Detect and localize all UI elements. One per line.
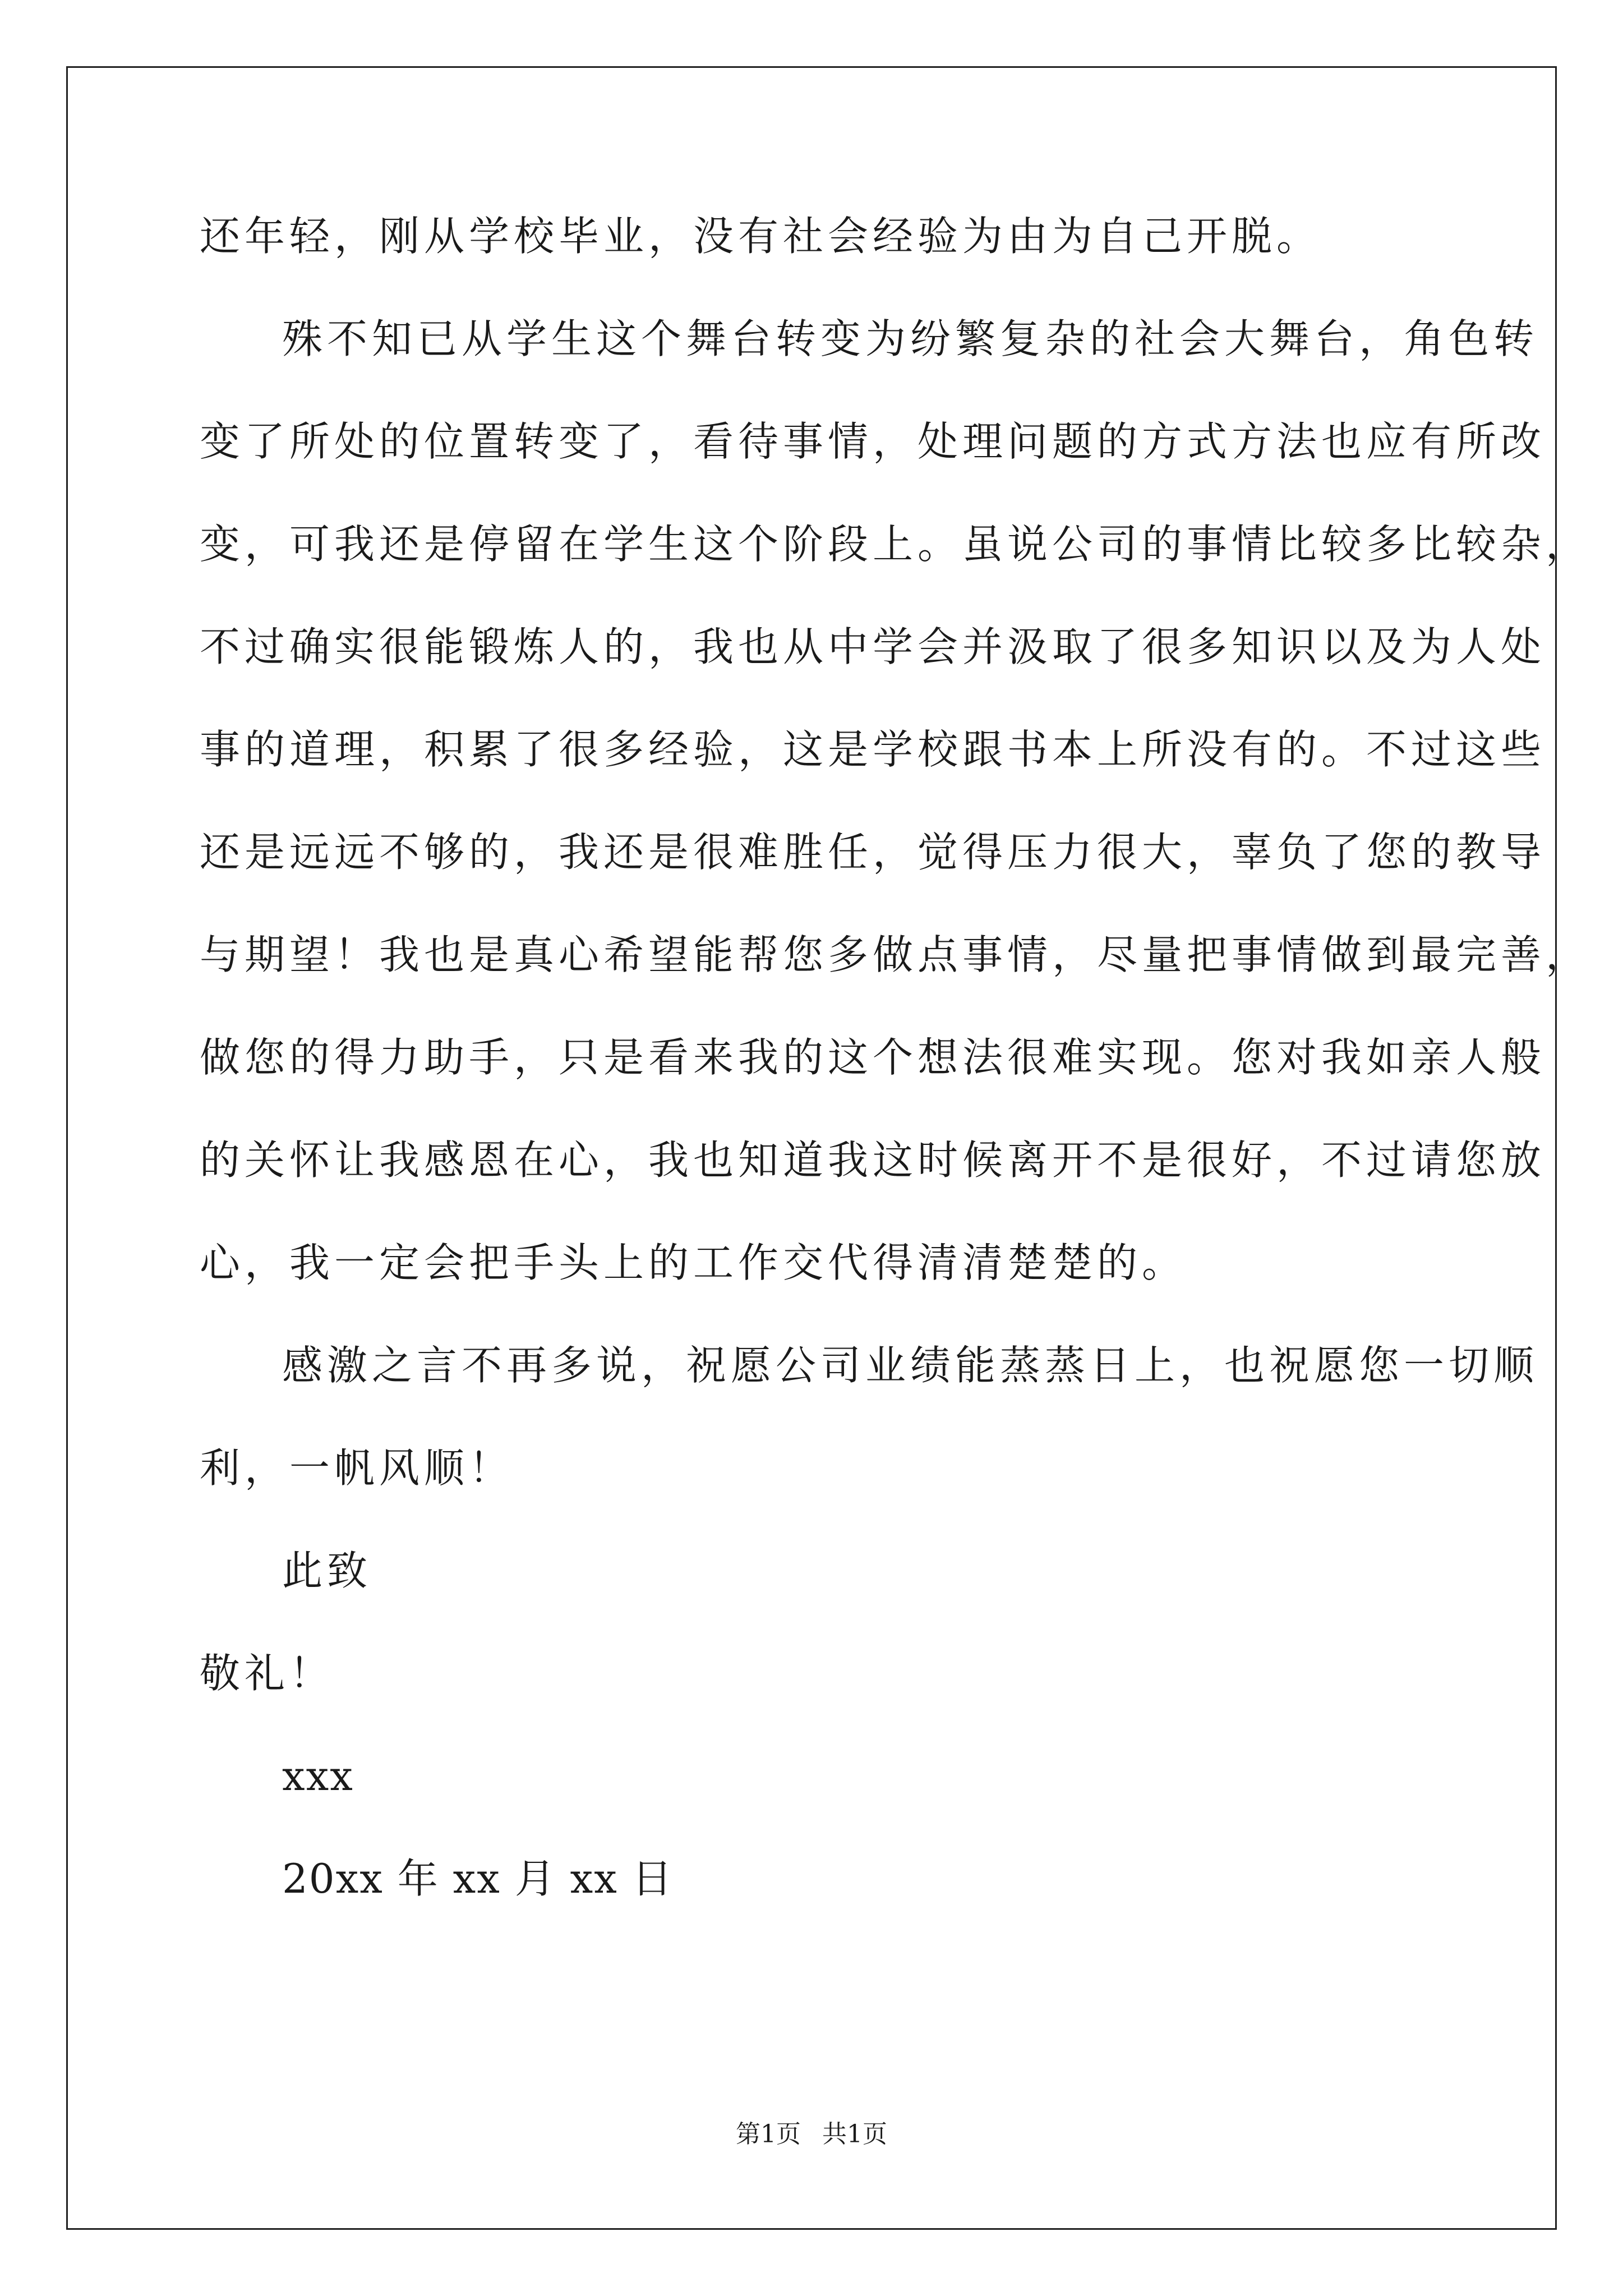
salutation-text: 敬礼！ — [200, 1650, 335, 1697]
page-number: 第1页 — [736, 2120, 801, 2148]
paragraph-line: 不过确实很能锻炼人的，我也从中学会并汲取了很多知识以及为人处 — [200, 623, 1546, 670]
paragraph-line: 还年轻，刚从学校毕业，没有社会经验为由为自己开脱。 — [200, 213, 1322, 260]
paragraph-line: 变，可我还是停留在学生这个阶段上。虽说公司的事情比较多比较杂， — [200, 521, 1591, 568]
page-footer — [0, 2118, 1623, 2151]
paragraph-line: 与期望！我也是真心希望能帮您多做点事情，尽量把事情做到最完善， — [200, 931, 1591, 978]
paragraph-line: 殊不知已从学生这个舞台转变为纷繁复杂的社会大舞台，角色转 — [282, 315, 1539, 362]
closing-text: 此致 — [282, 1547, 372, 1594]
paragraph-line: 做您的得力助手，只是看来我的这个想法很难实现。您对我如亲人般 — [200, 1034, 1546, 1081]
signature-name: xxx — [282, 1752, 354, 1800]
signature-date: 20xx 年 xx 月 xx 日 — [282, 1855, 674, 1902]
page-total: 共1页 — [822, 2120, 887, 2148]
paragraph-line: 的关怀让我感恩在心，我也知道我这时候离开不是很好，不过请您放 — [200, 1137, 1546, 1184]
paragraph-line: 还是远远不够的，我还是很难胜任，觉得压力很大，辜负了您的教导 — [200, 829, 1546, 876]
paragraph-line: 感激之言不再多说，祝愿公司业绩能蒸蒸日上，也祝愿您一切顺 — [282, 1342, 1539, 1389]
paragraph-line: 心，我一定会把手头上的工作交代得清清楚楚的。 — [200, 1239, 1187, 1286]
paragraph-line: 利，一帆风顺！ — [200, 1444, 514, 1492]
paragraph-line: 事的道理，积累了很多经验，这是学校跟书本上所没有的。不过这些 — [200, 726, 1546, 773]
paragraph-line: 变了所处的位置转变了，看待事情，处理问题的方式方法也应有所改 — [200, 418, 1546, 465]
